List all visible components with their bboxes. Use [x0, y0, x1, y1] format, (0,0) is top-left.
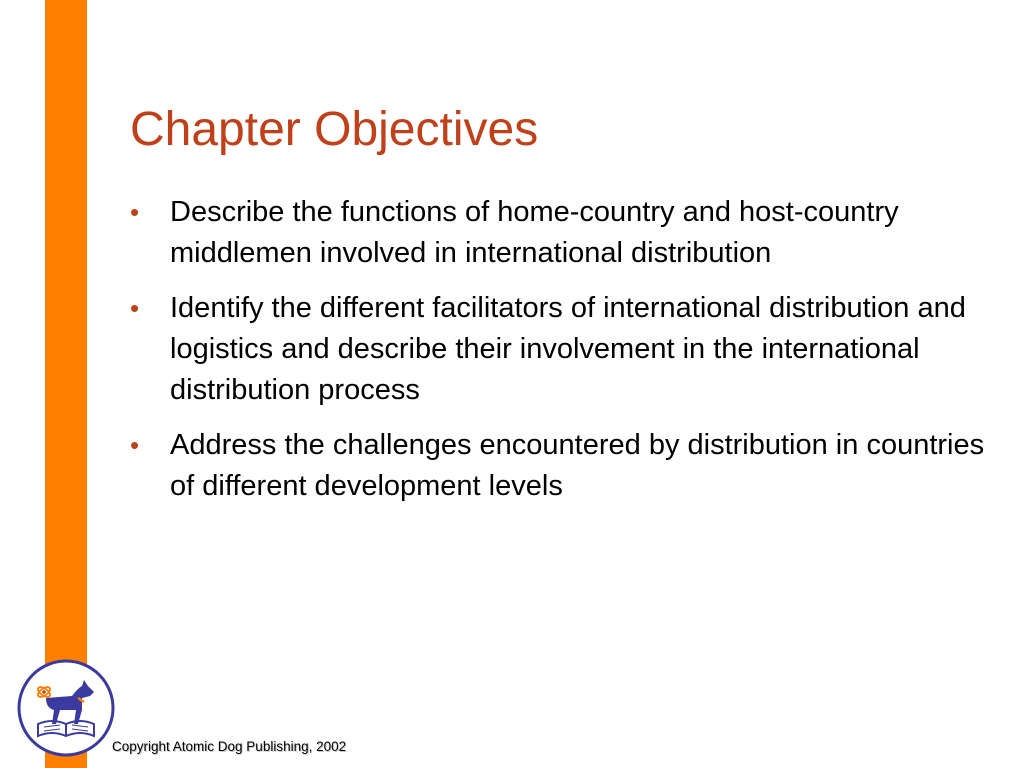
bullet-item: [130, 192, 1000, 274]
copyright-text: Copyright Atomic Dog Publishing, 2002: [112, 739, 347, 754]
atomic-dog-logo-icon: [16, 658, 116, 758]
bullet-text: Identify the different facilitators of international distribution and logistics and describe their involvement in the international distribution process: [170, 292, 966, 406]
slide-title: Chapter Objectives: [130, 103, 539, 156]
bullet-marker: •: [130, 430, 140, 460]
bullet-text: Address the challenges encountered by distribution in countries of different development levels: [170, 429, 985, 502]
accent-bar: [45, 0, 87, 768]
bullet-marker: •: [130, 197, 140, 227]
bullet-list: [130, 192, 1000, 521]
bullet-item: [130, 288, 1000, 411]
bullet-text: Describe the functions of home-country and host-country middlemen involved in international distribution: [170, 196, 899, 269]
bullet-item: [130, 425, 1000, 507]
bullet-marker: •: [130, 293, 140, 323]
